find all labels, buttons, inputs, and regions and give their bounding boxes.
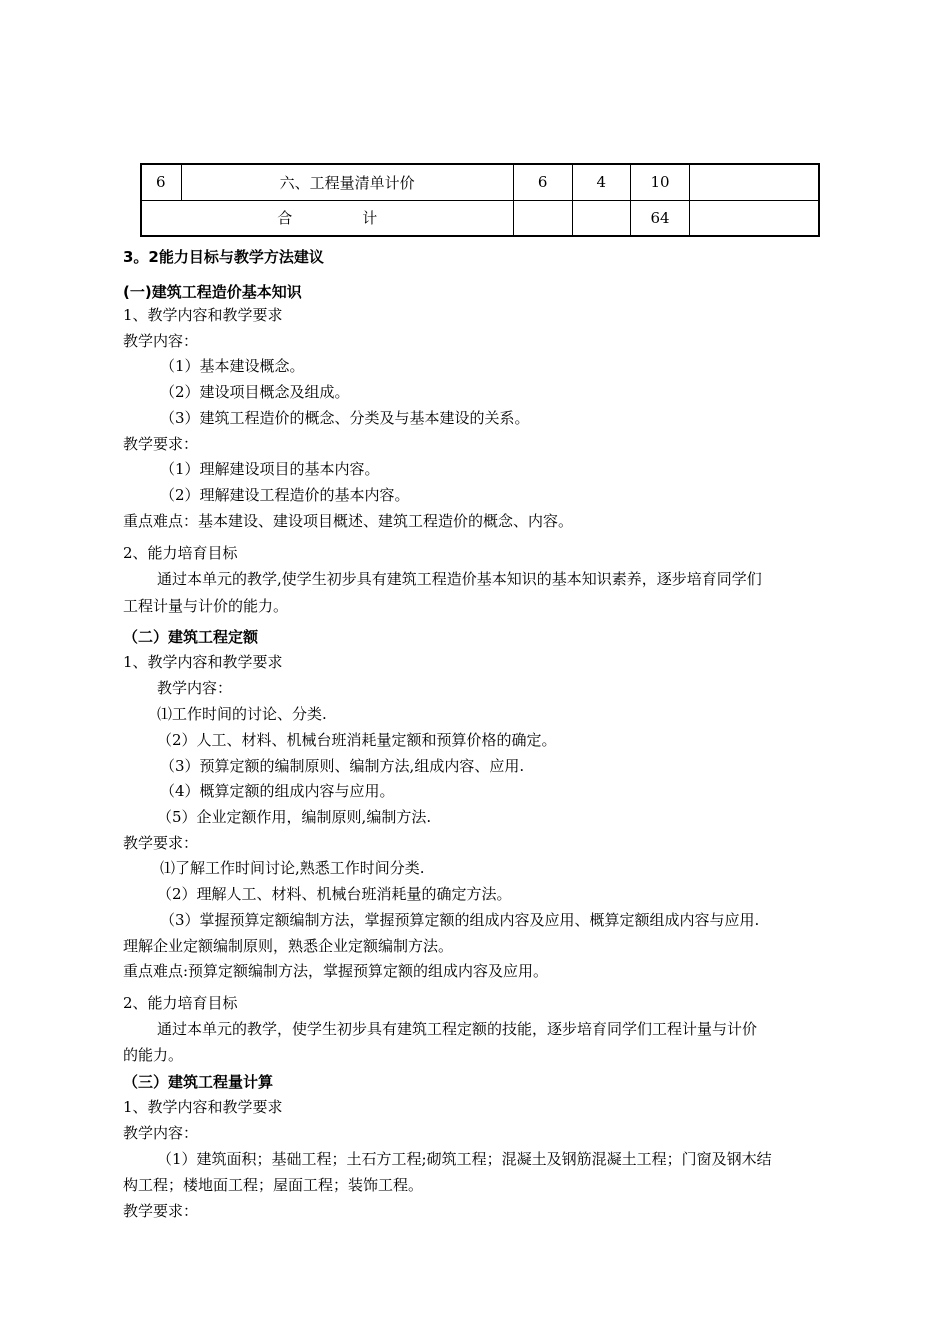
unit-heading-1: (一)建筑工程造价基本知识 bbox=[123, 283, 302, 301]
paragraph: 教学内容： bbox=[123, 1124, 199, 1142]
table-cell-theory-hours: 6 bbox=[513, 164, 572, 200]
subheading: 1、教学内容和教学要求 bbox=[123, 1098, 283, 1116]
list-item: （4）概算定额的组成内容与应用。 bbox=[160, 782, 395, 800]
paragraph: 教学内容： bbox=[157, 679, 233, 697]
list-item: （3）预算定额的编制原则、编制方法,组成内容、应用. bbox=[160, 757, 525, 775]
section-heading: 3。2能力目标与教学方法建议 bbox=[123, 248, 324, 266]
table-cell-practice-hours: 4 bbox=[572, 164, 630, 200]
paragraph: 工程计量与计价的能力。 bbox=[123, 597, 289, 615]
paragraph: 重点难点：基本建设、建设项目概述、建筑工程造价的概念、内容。 bbox=[123, 512, 574, 530]
unit-heading-3: （三）建筑工程量计算 bbox=[123, 1073, 274, 1091]
paragraph: 通过本单元的教学,使学生初步具有建筑工程造价基本知识的基本知识素养，逐步培育同学们 bbox=[157, 570, 762, 588]
list-item: ⑴了解工作时间讨论,熟悉工作时间分类. bbox=[160, 859, 425, 877]
list-item: （2）理解人工、材料、机械台班消耗量的确定方法。 bbox=[157, 885, 512, 903]
list-item: （3）建筑工程造价的概念、分类及与基本建设的关系。 bbox=[160, 409, 530, 427]
unit-heading-2: （二）建筑工程定额 bbox=[123, 628, 259, 646]
table-cell-grand-total: 64 bbox=[630, 200, 689, 236]
paragraph: 通过本单元的教学，使学生初步具有建筑工程定额的技能，逐步培育同学们工程计量与计价 bbox=[157, 1020, 758, 1038]
subheading: 2、能力培育目标 bbox=[123, 994, 238, 1012]
table-cell-index: 6 bbox=[141, 164, 181, 200]
paragraph: 理解企业定额编制原则，熟悉企业定额编制方法。 bbox=[123, 937, 454, 955]
table-cell-total-hours: 10 bbox=[630, 164, 689, 200]
paragraph: 教学内容： bbox=[123, 332, 199, 350]
table-cell-topic: 六、工程量清单计价 bbox=[181, 164, 513, 200]
list-item: （3）掌握预算定额编制方法，掌握预算定额的组成内容及应用、概算定额组成内容与应用. bbox=[160, 911, 760, 929]
paragraph: 重点难点:预算定额编制方法，掌握预算定额的组成内容及应用。 bbox=[123, 962, 549, 980]
list-item: ⑴工作时间的讨论、分类. bbox=[157, 705, 327, 723]
list-item: （1）基本建设概念。 bbox=[160, 357, 305, 375]
paragraph: 的能力。 bbox=[123, 1046, 184, 1064]
total-label-a: 合 bbox=[277, 209, 293, 228]
list-item: （1）建筑面积；基础工程；土石方工程;砌筑工程；混凝土及钢筋混凝土工程；门窗及钢木结 bbox=[157, 1150, 772, 1168]
subheading: 1、教学内容和教学要求 bbox=[123, 653, 283, 671]
table-cell-empty bbox=[690, 200, 819, 236]
list-item: （5）企业定额作用，编制原则,编制方法. bbox=[157, 808, 432, 826]
list-item: （2）理解建设工程造价的基本内容。 bbox=[160, 486, 410, 504]
paragraph: 教学要求： bbox=[123, 1202, 199, 1220]
subheading: 2、能力培育目标 bbox=[123, 544, 238, 562]
list-item: （2）建设项目概念及组成。 bbox=[160, 383, 350, 401]
table-cell-remark bbox=[690, 164, 819, 200]
total-label-b: 计 bbox=[362, 209, 378, 228]
paragraph: 教学要求： bbox=[123, 435, 199, 453]
table-row bbox=[141, 164, 819, 200]
subheading: 1、教学内容和教学要求 bbox=[123, 306, 283, 324]
table-cell-total-label bbox=[141, 200, 513, 236]
table-row-total bbox=[141, 200, 819, 236]
list-item: （1）理解建设项目的基本内容。 bbox=[160, 460, 380, 478]
table-cell-empty bbox=[572, 200, 630, 236]
paragraph: 构工程；楼地面工程；屋面工程；装饰工程。 bbox=[123, 1176, 424, 1194]
paragraph: 教学要求： bbox=[123, 834, 199, 852]
table-cell-empty bbox=[513, 200, 572, 236]
course-hours-table bbox=[140, 163, 820, 237]
list-item: （2）人工、材料、机械台班消耗量定额和预算价格的确定。 bbox=[157, 731, 557, 749]
